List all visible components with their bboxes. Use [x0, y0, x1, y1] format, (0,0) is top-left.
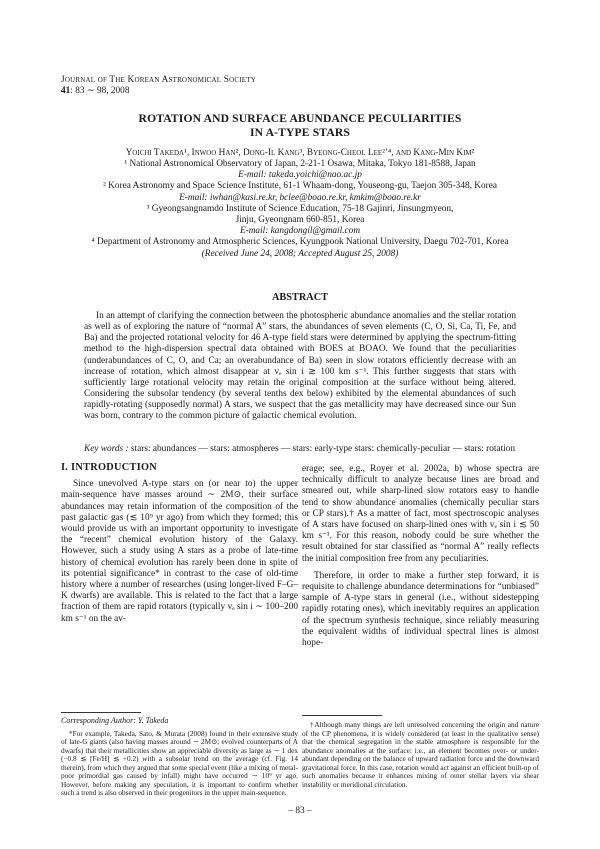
journal-pages: : 83 ∼ 98, 2008 — [70, 86, 130, 96]
affiliation-1: ¹ National Astronomical Observatory of Japan, 2-21-1 Osawa, Mitaka, Tokyo 181-8588, Japan — [124, 159, 476, 169]
footnote-dagger: †Although many things are left unresolved concerning the origin and nature of the CP phenomena, it is widely considered (at least in the qualitative sense) that the chemical segregation in the stable atmosphere is responsible for the abundance anomalies at the surface: i.e., an element becomes over- or under-abundant depending on the balance of upward radiation force and the downward gravitational force. In this case, rotation would act against an efficient built-up of such anomalies because it enhances mixing of outer stellar layers via shear instability or meridional circulation. — [302, 720, 539, 789]
intro-paragraph-1: Since unevolved A-type stars on (or near to) the upper main-sequence have masses around ∼ 2M⊙, their surface abundances may retain information of the composition of the past galactic gas (≲ 10⁹ yr ago) from which they formed; this would provide us with an important opportunity to investigate the “recent” chemical evolution history of the Galaxy. However, such a study using A stars as a probe of late-time history of chemical evolution has rarely been done in spite of its potential significance* in contrast to the case of old-time history where a number of researches (using longer-lived F–G–K dwarfs) are available. This is related to the fact that a large fraction of them are rapid rotators (typically vₑ sin i ∼ 100–200 km s⁻¹ on the av- — [61, 479, 298, 624]
affiliation-4: ⁴ Department of Astronomy and Atmospheric Sciences, Kyungpook National University, Daegu 702-701, Korea — [91, 237, 509, 248]
title-line-2: IN A-TYPE STARS — [250, 126, 350, 139]
journal-volume-line — [61, 86, 256, 97]
keywords-text: stars: abundances — stars: atmospheres — stars: early-type stars: chemically-peculiar — stars: rotation — [128, 444, 516, 454]
journal-volume: 41 — [61, 86, 71, 96]
journal-header — [61, 75, 256, 97]
abstract-text: In an attempt of clarifying the connection between the photospheric abundance anomalies and the stellar rotation as well as of exploring the nature of “normal A” stars, the abundances of seven elements (C, O, Si, Ca, Ti, Fe, and Ba) and the projected rotational velocity for 46 A-type field stars were determined by applying the spectrum-fitting method to the high-dispersion spectral data obtained with BOES at BOAO. We found that the peculiarities (underabundances of C, O, and Ca; an overabundance of Ba) seen in slow rotators efficiently decrease with an increase of rotation, which almost disappear at vₑ sin i ≳ 100 km s⁻¹. This further suggests that stars with sufficiently large rotational velocity may retain the original composition at the surface without being altered. Considering the subsolar tendency (by several tenths dex below) exhibited by the elemental abundances of such rapidly-rotating (supposedly normal) A stars, we suspect that the gas metallicity may have decreased since our Sun was born, contrary to the common picture of galactic chemical evolution. — [84, 311, 516, 422]
intro-paragraph-2: Therefore, in order to make a further step forward, it is requisite to challenge abundance determinations for “unbiased” sample of A-type stars in general (i.e., without sidestepping rapidly rotating ones), which inevitably requires an application of the spectrum synthesis technique, since reliably measuring the equivalent widths of individual spectral lines is almost hope- — [302, 570, 539, 649]
email-2: E-mail: iwhan@kasi.re.kr, bclee@boao.re.kr, kmkim@boao.re.kr — [179, 192, 421, 203]
affiliation-3b: Jinju, Gyeongnam 660-851, Korea — [235, 215, 365, 226]
section-heading: I. INTRODUCTION — [61, 462, 158, 473]
keywords-label: Key words : — [84, 444, 129, 454]
paper-title — [60, 112, 540, 140]
corresponding-author-text: Corresponding Author: Y. Takeda — [61, 716, 169, 725]
right-column — [302, 464, 539, 649]
title-line-1: ROTATION AND SURFACE ABUNDANCE PECULIARITIES — [138, 112, 462, 125]
received-dates: (Received June 24, 2008; Accepted August 25, 2008) — [201, 248, 399, 259]
email-1: E-mail: takeda.yoichi@nao.ac.jp — [238, 170, 362, 181]
footnote-star: *For example, Takeda, Sato, & Murata (2008) found in their extensive study of late-G giants (also having masses around ∼ 2M⊙; evolved counterparts of A dwarfs) that their metallicities show an appreciable diversity as large as ∼ 1 dex (−0.8 ≲ [Fe/H] ≲ +0.2) with a subsolar trend on the average (cf. Fig. 14 therein), from which they argued that some special event (like a mixing of metal-poor primordial gas caused by infall) might have occurred ∼ 10⁹ yr ago. However, before making any speculation, it is important to confirm whether such a trend is also observed in their progenitors in the upper main-sequence. — [61, 728, 298, 797]
left-footnotes — [61, 717, 298, 798]
affiliation-3a: ³ Gyeongsangnamdo Institute of Science Education, 75-18 Gajinri, Jinsungmyeon, — [146, 203, 454, 214]
page-number: – 83 – — [288, 806, 312, 816]
author-list: Yoichi Takeda¹, Inwoo Han², Dong-Il Kang³, Byeong-Cheol Lee²ʼ⁴, and Kang-Min Kim² — [125, 148, 475, 158]
affiliation-2: ² Korea Astronomy and Space Science Institute, 61-1 Whaam-dong, Youseong-gu, Taejon 305-348, Korea — [103, 181, 497, 192]
right-footnotes — [302, 721, 539, 789]
footnote-rule-left — [61, 712, 141, 713]
journal-name: Journal of The Korean Astronomical Society — [61, 75, 257, 85]
affiliations — [40, 159, 560, 260]
abstract-heading: ABSTRACT — [271, 292, 329, 303]
footnote-rule-right — [302, 715, 382, 716]
left-column — [61, 462, 298, 625]
keywords — [84, 444, 516, 455]
corresponding-author — [61, 717, 298, 726]
intro-paragraph-1-cont: erage; see, e.g., Royer et al. 2002a, b) whose spectra are technically difficult to analyze because lines are broad and smeared out, while sharp-lined slow rotators easy to handle tend to show abundance anomalies (chemically peculiar stars or CP stars).† As a matter of fact, most spectroscopic analyses of A stars have focused on sharp-lined ones with vₑ sin i ≲ 50 km s⁻¹. For this reason, nobody could be sure whether the result obtained for star classified as “normal A” really reflects the initial composition free from any peculiarities. — [302, 464, 539, 564]
email-3: E-mail: kangdongil@gmail.com — [239, 226, 361, 237]
